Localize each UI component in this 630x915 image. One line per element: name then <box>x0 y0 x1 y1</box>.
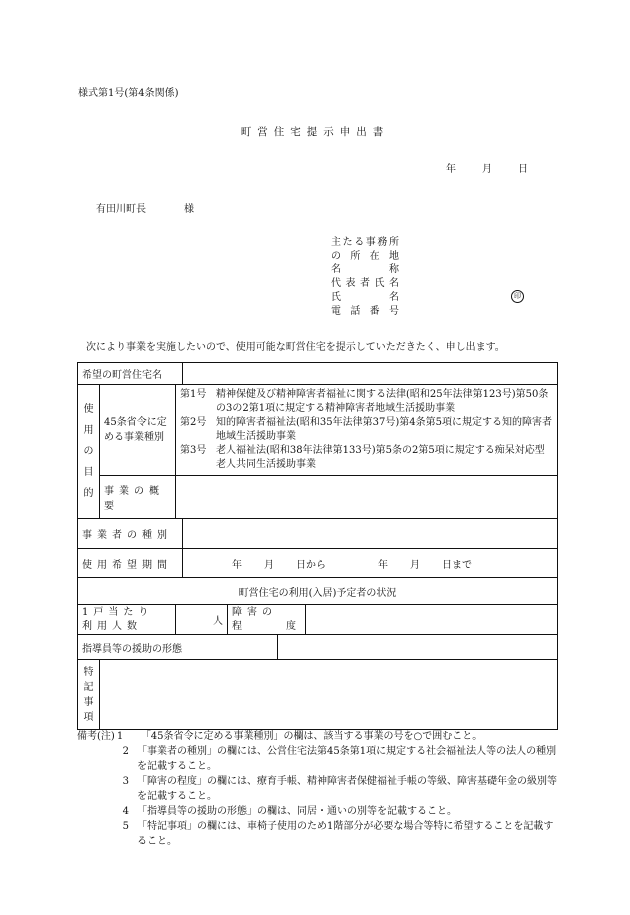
sender-field-person-name: 氏名 <box>331 291 399 303</box>
date-day: 日 <box>518 164 528 175</box>
note-item-3: 3 「障害の程度」の欄には、療育手帳、精神障害者保健福祉手帳の等級、障害基礎年金の級別等を記載すること。 <box>122 776 557 802</box>
operator-type-label: 事業者の種別 <box>78 519 183 549</box>
desired-housing-value[interactable] <box>183 363 558 385</box>
sender-block <box>331 236 399 318</box>
law-option-1: 第1号 精神保健及び精神障害者福祉に関する法律(昭和25年法律第123号)第50条の3の2第1項に規定する精神障害者地域生活援助事業 <box>180 389 549 414</box>
persons-unit: 人 <box>213 616 224 627</box>
business-overview-label: 事業の概要 <box>100 476 176 519</box>
usage-period-value[interactable]: 年 月 日から 年 月 日まで <box>183 549 558 578</box>
row-operator-type <box>78 519 558 549</box>
date-year: 年 <box>446 164 456 175</box>
business-type-label: 45条省令に定める事業種別 <box>100 385 176 476</box>
operator-type-value[interactable] <box>183 519 558 549</box>
addressee-suffix: 様 <box>184 204 194 215</box>
sender-field-name: 名称 <box>331 264 399 276</box>
guidance-support-label: 指導員等の援助の形態 <box>78 635 278 660</box>
row-business-type <box>78 385 558 476</box>
application-form-table <box>77 362 558 730</box>
sender-field-office: 主たる事務所 <box>331 237 399 248</box>
sender-field-phone: 電話番号 <box>331 305 399 317</box>
row-business-overview <box>78 476 558 519</box>
business-type-options[interactable] <box>176 385 558 476</box>
addressee-name: 有田川町長 <box>96 204 146 215</box>
row-usage-period <box>78 549 558 578</box>
seal-mark: 印 <box>511 290 524 303</box>
intro-text: 次により事業を実施したいので、使用可能な町営住宅を提示していただきたく、申し出ます。 <box>86 342 505 353</box>
usage-period-label: 使用希望期間 <box>78 549 183 578</box>
guidance-support-value[interactable] <box>278 635 558 660</box>
sender-field-location: の所在地 <box>331 250 399 262</box>
note-item-4: 4 「指導員等の援助の形態」の欄は、同居・通いの別等を記載すること。 <box>122 806 457 817</box>
law-option-2: 第2号 知的障害者福祉法(昭和35年法律第37号)第4条第5項に規定する知的障害者地域生活援助事業 <box>180 417 552 442</box>
persons-label: 1戸当たり 利用人数 <box>78 605 176 635</box>
note-item-1: 備考(注) 1 「45条省令に定める事業種別」の欄は、該当する事業の号を○で囲むこと。 <box>77 731 483 742</box>
notes-section <box>77 729 557 849</box>
disability-degree-label: 障害の 程度 <box>228 605 306 635</box>
addressee <box>96 200 194 215</box>
row-special-notes <box>78 660 558 730</box>
notes-label: 備考(注) <box>77 731 115 742</box>
occupants-heading: 町営住宅の利用(入居)予定者の状況 <box>78 578 558 605</box>
date-month: 月 <box>482 164 492 175</box>
row-persons <box>78 605 558 635</box>
special-notes-label: 特 記 事 項 <box>78 660 100 730</box>
document-title: 町営住宅提示申出書 <box>240 126 390 138</box>
form-number: 様式第1号(第4条関係) <box>78 88 179 99</box>
disability-degree-value[interactable] <box>306 605 558 635</box>
business-overview-value[interactable] <box>176 476 558 519</box>
purpose-label: 使 用 の 目 的 <box>78 385 100 519</box>
date-line <box>420 160 528 175</box>
note-item-5: 5 「特記事項」の欄には、車椅子使用のため1階部分が必要な場合等特に希望することを記載すること。 <box>122 821 554 847</box>
row-occupants-heading <box>78 578 558 605</box>
law-option-3: 第3号 老人福祉法(昭和38年法律第133号)第5条の2第5項に規定する痴呆対応型老人共同生活援助事業 <box>180 445 545 470</box>
sender-field-representative: 代表者氏名 <box>331 278 399 290</box>
persons-value[interactable] <box>176 605 228 635</box>
desired-housing-label: 希望の町営住宅名 <box>78 363 183 385</box>
row-desired-housing <box>78 363 558 385</box>
note-item-2: 2 「事業者の種別」の欄には、公営住宅法第45条第1項に規定する社会福祉法人等の法人の種別を記載すること。 <box>122 746 557 772</box>
row-guidance <box>78 635 558 660</box>
special-notes-value[interactable] <box>100 660 558 730</box>
